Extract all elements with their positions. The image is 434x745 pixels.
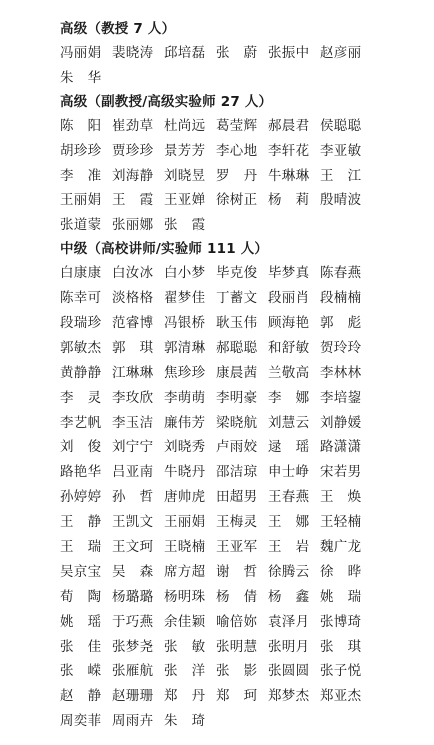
staff-name: 段瑞珍 bbox=[60, 315, 102, 332]
staff-name: 郝聪聪 bbox=[216, 339, 258, 356]
staff-name: 田超男 bbox=[216, 489, 258, 506]
staff-name: 崔劲草 bbox=[112, 117, 154, 134]
staff-name: 白汝冰 bbox=[112, 265, 154, 282]
staff-name: 张 洋 bbox=[164, 663, 206, 680]
staff-name: 余佳颖 bbox=[164, 613, 206, 630]
staff-name: 梁晓航 bbox=[216, 414, 258, 431]
staff-name: 孙 哲 bbox=[112, 489, 154, 506]
staff-name: 刘晓昱 bbox=[164, 167, 206, 184]
staff-name: 王亚军 bbox=[216, 539, 258, 556]
staff-name: 吴京宝 bbox=[60, 563, 102, 580]
staff-name: 席方超 bbox=[164, 563, 206, 580]
staff-name: 李明豪 bbox=[216, 389, 258, 406]
staff-name: 路艳华 bbox=[60, 464, 102, 481]
staff-name: 张丽娜 bbox=[112, 217, 154, 234]
staff-name: 段丽肖 bbox=[268, 290, 310, 307]
staff-name: 王 岩 bbox=[268, 539, 310, 556]
section-heading: 高级（教授 7 人） bbox=[60, 21, 176, 37]
staff-name: 焦珍珍 bbox=[164, 364, 206, 381]
staff-name: 李心地 bbox=[216, 142, 258, 159]
staff-name: 杨明珠 bbox=[164, 588, 206, 605]
staff-name: 张 琪 bbox=[320, 638, 362, 655]
staff-name: 王 霞 bbox=[112, 192, 154, 209]
section-heading: 高级（副教授/高级实验师 27 人） bbox=[60, 93, 273, 110]
staff-name: 郭 琪 bbox=[112, 339, 154, 356]
staff-name: 唐帅虎 bbox=[164, 489, 206, 506]
staff-name: 荀 陶 bbox=[60, 588, 102, 605]
staff-name: 刘晓秀 bbox=[164, 439, 206, 456]
staff-name: 郑 珂 bbox=[216, 688, 258, 705]
staff-name: 徐树正 bbox=[216, 192, 258, 209]
staff-name: 淡格格 bbox=[112, 290, 154, 307]
staff-name: 赵 静 bbox=[60, 688, 102, 705]
staff-name: 吕亚南 bbox=[112, 464, 154, 481]
staff-name: 张明慧 bbox=[216, 638, 258, 655]
staff-name: 宋若男 bbox=[320, 464, 362, 481]
staff-name: 王 静 bbox=[60, 514, 102, 531]
staff-name: 赵珊珊 bbox=[112, 688, 154, 705]
staff-name: 王凯文 bbox=[112, 514, 154, 531]
staff-name: 郑 丹 bbox=[164, 688, 206, 705]
staff-name: 江琳琳 bbox=[112, 364, 154, 381]
staff-name: 丁蓄文 bbox=[216, 290, 258, 307]
staff-name: 李 娜 bbox=[268, 389, 310, 406]
staff-name: 于巧燕 bbox=[112, 613, 154, 630]
staff-name: 牛晓丹 bbox=[164, 464, 206, 481]
staff-name: 姚 瑶 bbox=[60, 613, 102, 630]
staff-name: 葛莹辉 bbox=[216, 117, 258, 134]
staff-name: 张 佳 bbox=[60, 638, 102, 655]
staff-name: 逯 瑶 bbox=[268, 439, 310, 456]
staff-name: 王丽娟 bbox=[60, 192, 102, 209]
staff-name: 兰敬高 bbox=[268, 364, 310, 381]
staff-name: 张 蔚 bbox=[216, 45, 258, 61]
staff-name: 王晓楠 bbox=[164, 539, 206, 556]
staff-name: 路潇潇 bbox=[320, 439, 362, 456]
staff-name: 李萌萌 bbox=[164, 389, 206, 406]
staff-name: 牛琳琳 bbox=[268, 167, 310, 184]
staff-name: 张雁航 bbox=[112, 663, 154, 680]
staff-name: 袁泽月 bbox=[268, 613, 310, 630]
staff-name: 姚 瑞 bbox=[320, 588, 362, 605]
staff-name: 陈幸可 bbox=[60, 290, 102, 307]
staff-name: 张博琦 bbox=[320, 613, 362, 630]
staff-name: 徐 晔 bbox=[320, 563, 362, 580]
staff-name: 陈 阳 bbox=[60, 117, 102, 134]
staff-list-page bbox=[60, 18, 434, 734]
staff-name: 毕克俊 bbox=[216, 265, 258, 282]
staff-name: 张子悦 bbox=[320, 663, 362, 680]
staff-name: 廉伟芳 bbox=[164, 414, 206, 431]
staff-name: 段楠楠 bbox=[320, 290, 362, 307]
staff-name: 杨璐璐 bbox=[112, 588, 154, 605]
staff-name: 郭敏杰 bbox=[60, 339, 102, 356]
staff-name: 李亚敏 bbox=[320, 142, 362, 159]
staff-name: 周奕菲 bbox=[60, 713, 102, 730]
staff-name: 张明月 bbox=[268, 638, 310, 655]
staff-name: 刘宁宁 bbox=[112, 439, 154, 456]
staff-name: 毕梦真 bbox=[268, 265, 310, 282]
staff-name: 李 准 bbox=[60, 167, 102, 184]
staff-name: 邵洁琼 bbox=[216, 464, 258, 481]
staff-name: 白康康 bbox=[60, 265, 102, 282]
name-grid bbox=[60, 41, 434, 91]
staff-name: 景芳芳 bbox=[164, 142, 206, 159]
staff-name: 周雨卉 bbox=[112, 713, 154, 730]
staff-name: 裴晓涛 bbox=[112, 45, 154, 61]
staff-name: 王 江 bbox=[320, 167, 362, 184]
staff-name: 黄静静 bbox=[60, 364, 102, 381]
staff-name: 李培鋆 bbox=[320, 389, 362, 406]
staff-section bbox=[60, 18, 434, 91]
staff-name: 康晨茜 bbox=[216, 364, 258, 381]
staff-name: 张道蒙 bbox=[60, 217, 102, 234]
staff-name: 王亚婵 bbox=[164, 192, 206, 209]
staff-name: 李 灵 bbox=[60, 389, 102, 406]
staff-name: 王 娜 bbox=[268, 514, 310, 531]
staff-name: 郑梦杰 bbox=[268, 688, 310, 705]
staff-name: 王丽娟 bbox=[164, 514, 206, 531]
name-grid bbox=[60, 261, 434, 734]
staff-name: 吴 森 bbox=[112, 563, 154, 580]
staff-name: 张 敏 bbox=[164, 638, 206, 655]
staff-name: 耿玉伟 bbox=[216, 315, 258, 332]
staff-name: 罗 丹 bbox=[216, 167, 258, 184]
staff-name: 李艺帆 bbox=[60, 414, 102, 431]
staff-name: 张 嵘 bbox=[60, 663, 102, 680]
staff-name: 王梅灵 bbox=[216, 514, 258, 531]
staff-name: 张振中 bbox=[268, 45, 310, 61]
staff-name: 张圆圆 bbox=[268, 663, 310, 680]
staff-name: 胡珍珍 bbox=[60, 142, 102, 159]
staff-name: 李玉洁 bbox=[112, 414, 154, 431]
staff-name: 王春燕 bbox=[268, 489, 310, 506]
staff-name: 卢雨姣 bbox=[216, 439, 258, 456]
staff-name: 郑亚杰 bbox=[320, 688, 362, 705]
name-grid bbox=[60, 114, 434, 238]
staff-name: 孙婷婷 bbox=[60, 489, 102, 506]
staff-name: 朱 华 bbox=[60, 69, 102, 86]
staff-name: 邱培磊 bbox=[164, 45, 206, 61]
staff-name: 侯聪聪 bbox=[320, 117, 362, 134]
staff-name: 顾海艳 bbox=[268, 315, 310, 332]
staff-section bbox=[60, 238, 434, 734]
staff-name: 刘 俊 bbox=[60, 439, 102, 456]
staff-name: 陈春燕 bbox=[320, 265, 362, 282]
staff-name: 范睿博 bbox=[112, 315, 154, 332]
staff-name: 李玫欣 bbox=[112, 389, 154, 406]
staff-name: 郭清琳 bbox=[164, 339, 206, 356]
staff-name: 刘慧云 bbox=[268, 414, 310, 431]
staff-name: 张 影 bbox=[216, 663, 258, 680]
staff-name: 张 霞 bbox=[164, 217, 206, 234]
staff-name: 杜尚远 bbox=[164, 117, 206, 134]
staff-name: 冯银桥 bbox=[164, 315, 206, 332]
staff-name: 王文珂 bbox=[112, 539, 154, 556]
staff-name: 张梦尧 bbox=[112, 638, 154, 655]
staff-name: 李轩花 bbox=[268, 142, 310, 159]
staff-name: 朱 琦 bbox=[164, 713, 206, 730]
staff-name: 郝晨君 bbox=[268, 117, 310, 134]
staff-name: 杨 倩 bbox=[216, 588, 258, 605]
staff-name: 申士峥 bbox=[268, 464, 310, 481]
staff-name: 谢 哲 bbox=[216, 563, 258, 580]
staff-name: 魏广龙 bbox=[320, 539, 362, 556]
staff-name: 徐腾云 bbox=[268, 563, 310, 580]
section-heading: 中级（高校讲师/实验师 111 人） bbox=[60, 241, 269, 258]
staff-name: 贺玲玲 bbox=[320, 339, 362, 356]
staff-name: 王轻楠 bbox=[320, 514, 362, 531]
staff-section bbox=[60, 91, 434, 238]
staff-name: 王 焕 bbox=[320, 489, 362, 506]
staff-name: 翟梦佳 bbox=[164, 290, 206, 307]
staff-name: 贾珍珍 bbox=[112, 142, 154, 159]
staff-name: 杨 莉 bbox=[268, 192, 310, 209]
staff-name: 郭 彪 bbox=[320, 315, 362, 332]
staff-name: 喻倍妳 bbox=[216, 613, 258, 630]
staff-name: 刘海静 bbox=[112, 167, 154, 184]
staff-name: 李林林 bbox=[320, 364, 362, 381]
staff-name: 冯丽娟 bbox=[60, 45, 102, 61]
staff-name: 殷晴波 bbox=[320, 192, 362, 209]
staff-name: 杨 鑫 bbox=[268, 588, 310, 605]
staff-name: 白小梦 bbox=[164, 265, 206, 282]
staff-name: 刘静媛 bbox=[320, 414, 362, 431]
staff-name: 和舒敏 bbox=[268, 339, 310, 356]
staff-name: 赵彦丽 bbox=[320, 45, 362, 61]
staff-name: 王 瑞 bbox=[60, 539, 102, 556]
